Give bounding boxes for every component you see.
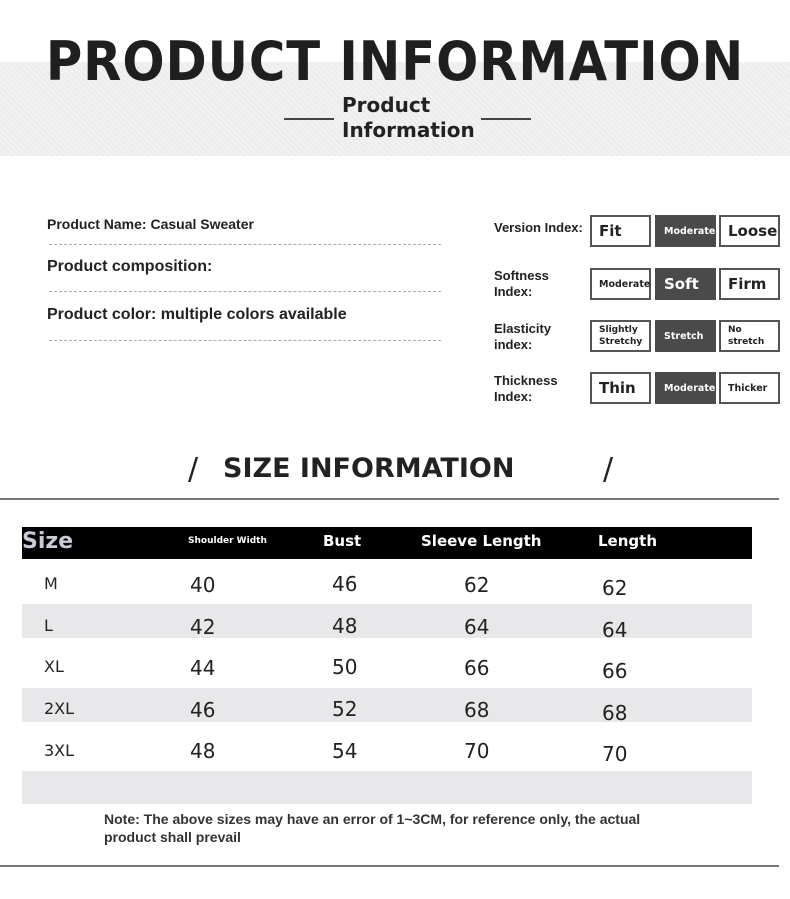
product-color: Product color: multiple colors available <box>47 306 347 323</box>
index-label-text: Version Index: <box>494 220 583 235</box>
dashed-divider <box>49 291 441 292</box>
index-label-line-1: Softness <box>494 268 549 283</box>
divider-line-right <box>481 118 531 120</box>
dashed-divider <box>49 244 441 245</box>
cell-shoulder-width: 48 <box>190 739 216 763</box>
version-index-label <box>494 220 583 236</box>
version-moderate-option: Moderate <box>655 215 716 247</box>
index-label-line-1: Elasticity <box>494 321 552 336</box>
header-length: Length <box>598 532 657 550</box>
cell-size: XL <box>44 657 64 676</box>
table-row-stripe <box>22 604 752 638</box>
product-composition: Product composition: <box>47 258 213 275</box>
header-bust: Bust <box>323 532 362 550</box>
slash-decoration-right: / <box>603 452 614 487</box>
cell-sleeve-length: 64 <box>464 615 490 639</box>
table-row-stripe <box>22 688 752 722</box>
index-label-line-2: Index: <box>494 284 533 299</box>
cell-size: 2XL <box>44 699 75 718</box>
version-loose-option: Loose <box>719 215 780 247</box>
elasticity-no-stretch-option: No stretch <box>719 320 780 352</box>
size-note: Note: The above sizes may have an error of 1~3CM, for reference only, the actual product shall prevail <box>104 811 641 845</box>
cell-size: 3XL <box>44 741 75 760</box>
cell-bust: 48 <box>332 614 358 638</box>
cell-shoulder-width: 40 <box>190 573 216 597</box>
slash-decoration-left: / <box>188 452 199 487</box>
page-subtitle <box>342 93 482 143</box>
cell-shoulder-width: 44 <box>190 656 216 680</box>
cell-shoulder-width: 46 <box>190 698 216 722</box>
product-name: Product Name: Casual Sweater <box>47 216 254 232</box>
elasticity-slightly-stretchy-option: Slightly Stretchy <box>590 320 651 352</box>
index-label-line-2: Index: <box>494 389 533 404</box>
dashed-divider <box>49 340 441 341</box>
thickness-index-label <box>494 373 558 405</box>
cell-length: 62 <box>602 576 628 600</box>
index-label-line-1: Thickness <box>494 373 558 388</box>
cell-sleeve-length: 62 <box>464 573 490 597</box>
cell-bust: 50 <box>332 655 358 679</box>
elasticity-stretch-option: Stretch <box>655 320 716 352</box>
header-shoulder-width: Shoulder Width <box>188 536 267 546</box>
softness-moderate-option: Moderate <box>590 268 651 300</box>
version-fit-option: Fit <box>590 215 651 247</box>
section-divider <box>0 865 779 867</box>
table-row-stripe <box>22 771 752 804</box>
cell-bust: 54 <box>332 739 358 763</box>
cell-sleeve-length: 68 <box>464 698 490 722</box>
softness-index-label <box>494 268 549 300</box>
subtitle-line-1: Product <box>342 93 431 117</box>
cell-length: 68 <box>602 701 628 725</box>
thickness-thicker-option: Thicker <box>719 372 780 404</box>
page-title: PRODUCT INFORMATION <box>45 30 745 93</box>
cell-sleeve-length: 70 <box>464 739 490 763</box>
cell-bust: 52 <box>332 697 358 721</box>
divider-line-left <box>284 118 334 120</box>
cell-size: M <box>44 574 58 593</box>
elasticity-index-label <box>494 321 551 353</box>
section-divider <box>0 498 779 500</box>
subtitle-line-2: Information <box>342 118 475 142</box>
cell-length: 66 <box>602 659 628 683</box>
cell-bust: 46 <box>332 572 358 596</box>
thickness-moderate-option: Moderate <box>655 372 716 404</box>
softness-soft-option: Soft <box>655 268 716 300</box>
cell-size: L <box>44 616 53 635</box>
cell-shoulder-width: 42 <box>190 615 216 639</box>
header-size: Size <box>22 529 74 554</box>
cell-length: 70 <box>602 742 628 766</box>
index-label-line-2: index: <box>494 337 533 352</box>
header-sleeve-length: Sleeve Length <box>421 532 542 550</box>
softness-firm-option: Firm <box>719 268 780 300</box>
thickness-thin-option: Thin <box>590 372 651 404</box>
size-section-title: SIZE INFORMATION <box>223 453 515 484</box>
cell-sleeve-length: 66 <box>464 656 490 680</box>
cell-length: 64 <box>602 618 628 642</box>
